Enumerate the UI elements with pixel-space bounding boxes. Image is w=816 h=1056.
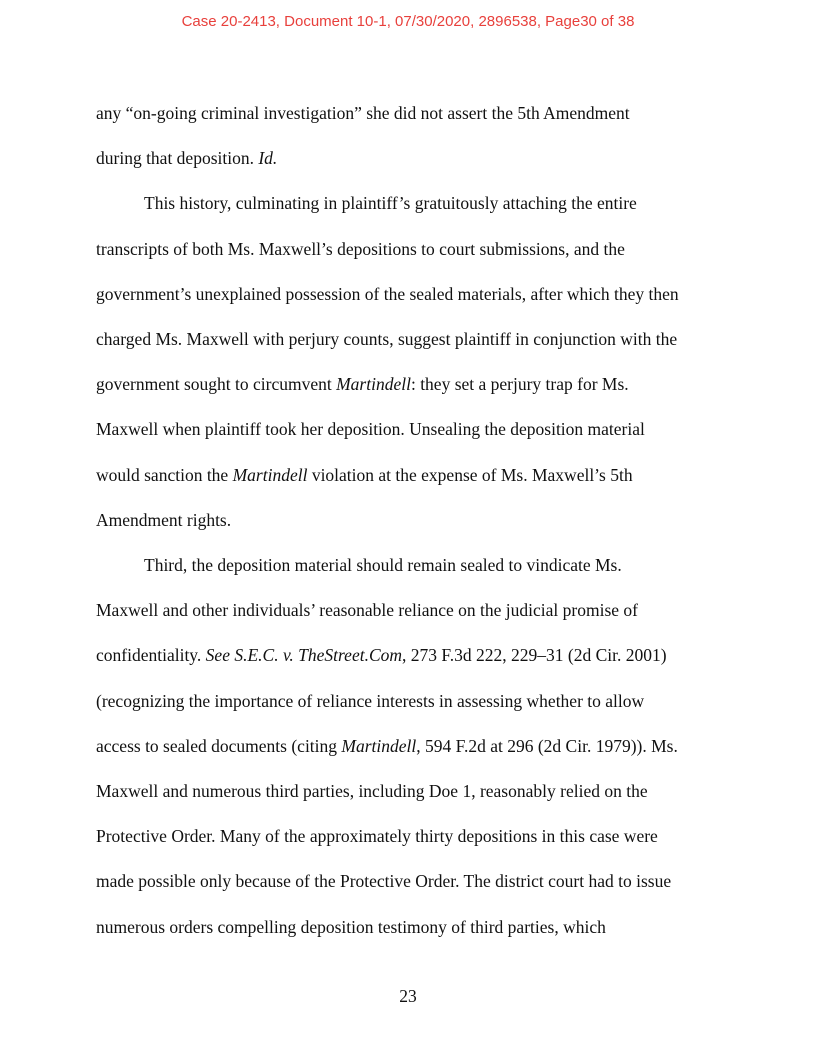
paragraph-2-line-3: government’s unexplained possession of the sealed materials, after which they then bbox=[96, 283, 679, 304]
paragraph-3-line-1: Third, the deposition material should remain sealed to vindicate Ms. bbox=[144, 555, 622, 576]
paragraph-2-line-1: This history, culminating in plaintiff’s gratuitously attaching the entire bbox=[144, 193, 637, 214]
paragraph-1-line-1: any “on-going criminal investigation” she did not assert the 5th Amendment bbox=[96, 103, 630, 123]
case-name-martindell: Martindell bbox=[232, 464, 308, 485]
paragraph-2-line-7: would sanction the Martindell violation at the expense of Ms. Maxwell’s 5th bbox=[96, 464, 633, 485]
paragraph-2-line-2: transcripts of both Ms. Maxwell’s depositions to court submissions, and the bbox=[96, 238, 625, 259]
paragraph-3-line-2: Maxwell and other individuals’ reasonable reliance on the judicial promise of bbox=[96, 600, 638, 621]
paragraph-2 bbox=[96, 181, 736, 543]
case-header: Case 20-2413, Document 10-1, 07/30/2020, 2896538, Page30 of 38 bbox=[181, 13, 635, 30]
case-name-martindell: Martindell bbox=[336, 374, 411, 395]
paragraph-3-line-6: Maxwell and numerous third parties, including Doe 1, reasonably relied on the bbox=[96, 781, 648, 802]
see-citation: See S.E.C. v. TheStreet.Com bbox=[205, 645, 403, 666]
paragraph-1 bbox=[96, 91, 736, 181]
paragraph-3-line-4: (recognizing the importance of reliance interests in assessing whether to allow bbox=[96, 690, 645, 711]
paragraph-3 bbox=[96, 543, 736, 950]
paragraph-3-line-8: made possible only because of the Protective Order. The district court had to issue bbox=[96, 871, 672, 892]
document-body bbox=[96, 91, 736, 950]
page-number: 23 bbox=[399, 986, 417, 1006]
paragraph-2-line-8: Amendment rights. bbox=[96, 509, 232, 530]
paragraph-2-line-4: charged Ms. Maxwell with perjury counts, suggest plaintiff in conjunction with the bbox=[96, 329, 678, 350]
paragraph-3-line-3: confidentiality. See S.E.C. v. TheStreet.Com, 273 F.3d 222, 229–31 (2d Cir. 2001) bbox=[96, 645, 667, 666]
paragraph-3-line-9: numerous orders compelling deposition testimony of third parties, which bbox=[96, 916, 606, 937]
paragraph-2-line-6: Maxwell when plaintiff took her deposition. Unsealing the deposition material bbox=[96, 419, 645, 440]
paragraph-1-line-2: during that deposition. Id. bbox=[96, 148, 278, 169]
id-citation: Id. bbox=[258, 148, 278, 169]
paragraph-3-line-5: access to sealed documents (citing Martindell, 594 F.2d at 296 (2d Cir. 1979)). Ms. bbox=[96, 735, 678, 756]
case-name-martindell: Martindell bbox=[341, 735, 417, 756]
paragraph-2-line-5: government sought to circumvent Martindell: they set a perjury trap for Ms. bbox=[96, 374, 629, 395]
paragraph-3-line-7: Protective Order. Many of the approximately thirty depositions in this case were bbox=[96, 826, 658, 847]
